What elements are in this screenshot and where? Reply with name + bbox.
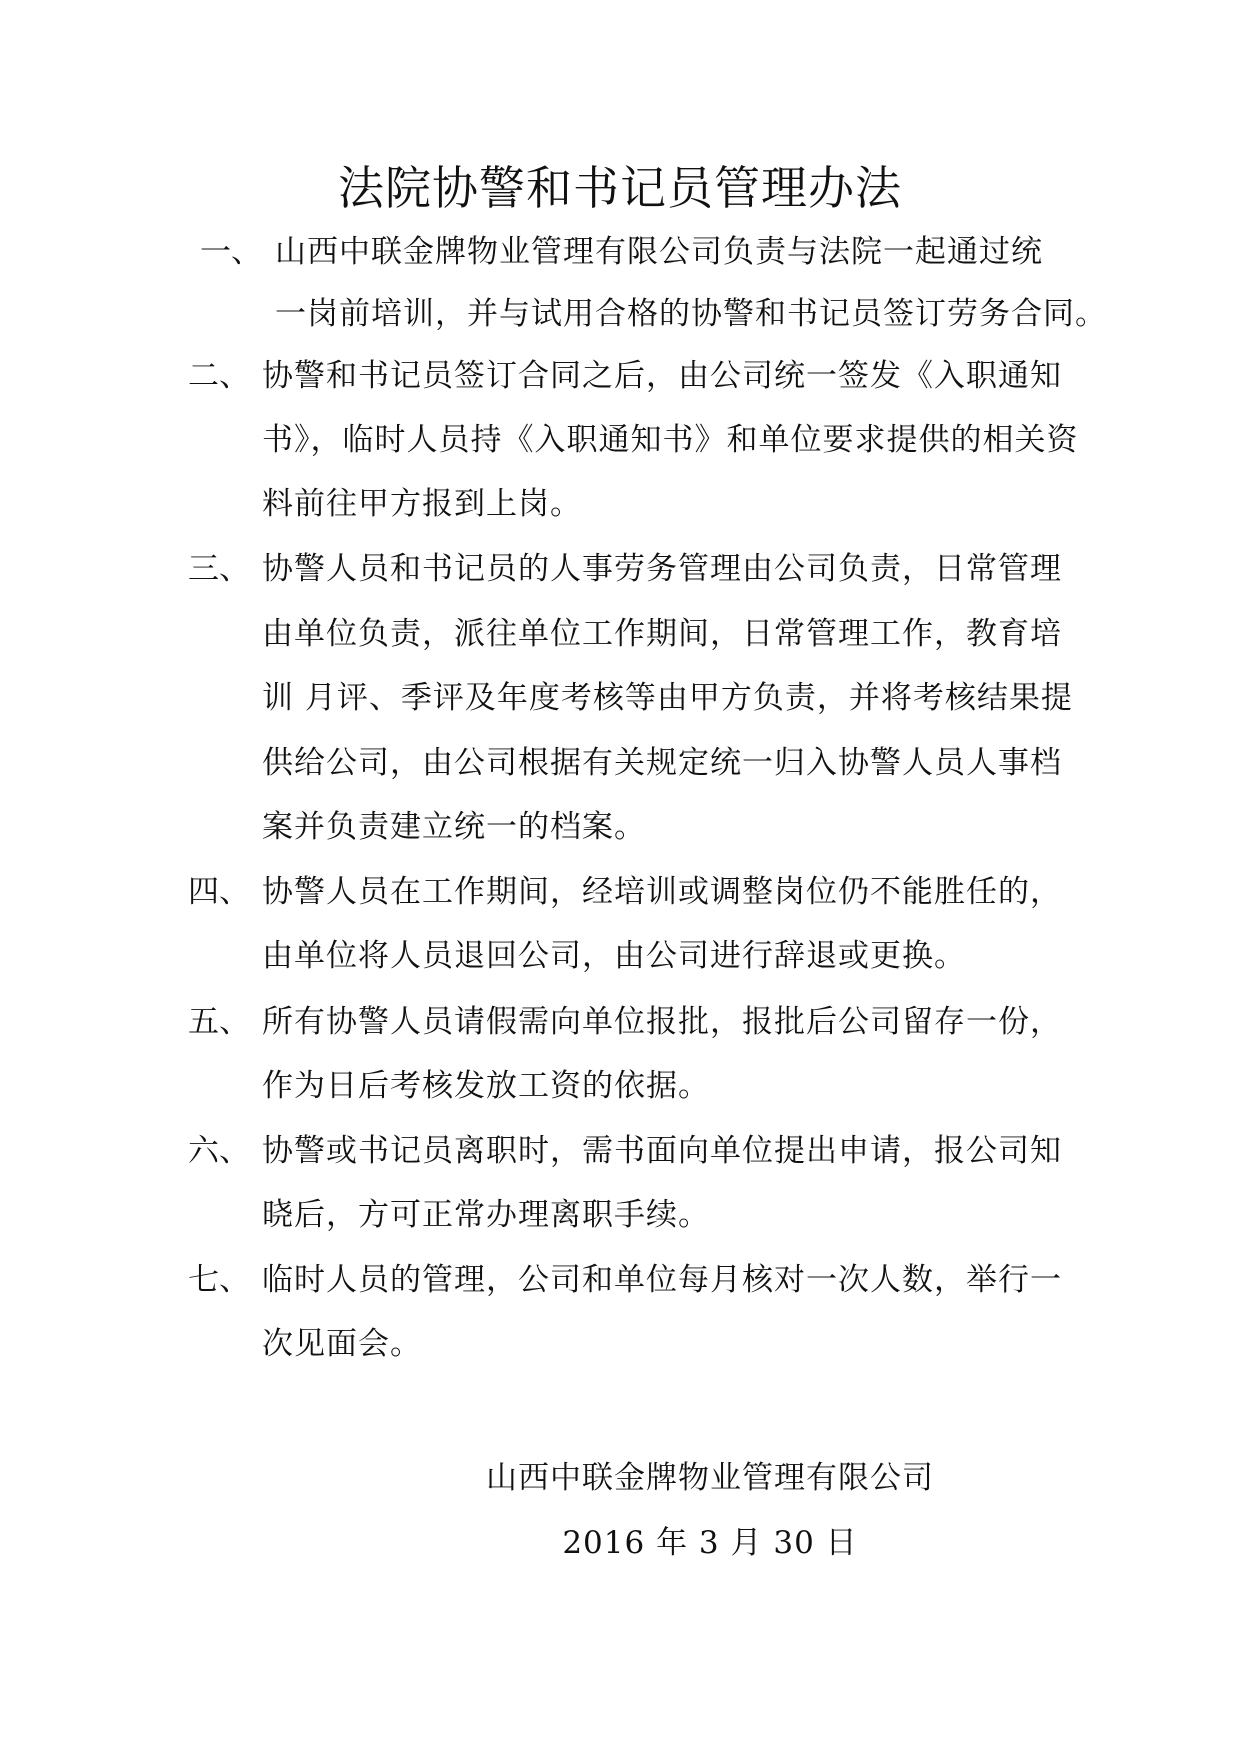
item-number: 五、 bbox=[188, 1004, 250, 1040]
item-line: 书》，临时人员持《入职通知书》和单位要求提供的相关资 bbox=[262, 422, 1079, 458]
item-line: 协警或书记员离职时，需书面向单位提出申请，报公司知 bbox=[262, 1133, 1062, 1169]
item-line: 料前往甲方报到上岗。 bbox=[262, 486, 582, 522]
item-number: 七、 bbox=[188, 1262, 250, 1298]
item-line: 山西中联金牌物业管理有限公司负责与法院一起通过统 bbox=[275, 234, 1043, 270]
item-line: 一岗前培训，并与试用合格的协警和书记员签订劳务合同。 bbox=[275, 296, 1107, 332]
item-line: 协警人员在工作期间，经培训或调整岗位仍不能胜任的， bbox=[262, 874, 1062, 910]
item-number: 二、 bbox=[188, 358, 250, 394]
item-line: 作为日后考核发放工资的依据。 bbox=[262, 1068, 710, 1104]
signature-date: 2016 年 3 月 30 日 bbox=[562, 1525, 858, 1561]
item-line: 协警和书记员签订合同之后，由公司统一签发《入职通知 bbox=[262, 358, 1062, 394]
item-line: 次见面会。 bbox=[262, 1326, 422, 1362]
item-line: 由单位负责，派往单位工作期间，日常管理工作，教育培 bbox=[262, 616, 1062, 652]
document-title: 法院协警和书记员管理办法 bbox=[338, 161, 902, 215]
item-line: 案并负责建立统一的档案。 bbox=[262, 809, 646, 845]
item-number: 一、 bbox=[200, 234, 262, 270]
item-line: 所有协警人员请假需向单位报批，报批后公司留存一份， bbox=[262, 1004, 1062, 1040]
item-number: 三、 bbox=[188, 551, 250, 587]
item-line: 由单位将人员退回公司，由公司进行辞退或更换。 bbox=[262, 938, 966, 974]
item-line: 临时人员的管理，公司和单位每月核对一次人数，举行一 bbox=[262, 1262, 1062, 1298]
item-line: 协警人员和书记员的人事劳务管理由公司负责，日常管理 bbox=[262, 551, 1062, 587]
signature-company: 山西中联金牌物业管理有限公司 bbox=[486, 1460, 934, 1496]
item-line: 晓后，方可正常办理离职手续。 bbox=[262, 1197, 710, 1233]
item-number: 四、 bbox=[188, 874, 250, 910]
item-line: 供给公司，由公司根据有关规定统一归入协警人员人事档 bbox=[262, 745, 1062, 781]
item-line: 训 月评、季评及年度考核等由甲方负责，并将考核结果提 bbox=[262, 680, 1073, 716]
item-number: 六、 bbox=[188, 1133, 250, 1169]
